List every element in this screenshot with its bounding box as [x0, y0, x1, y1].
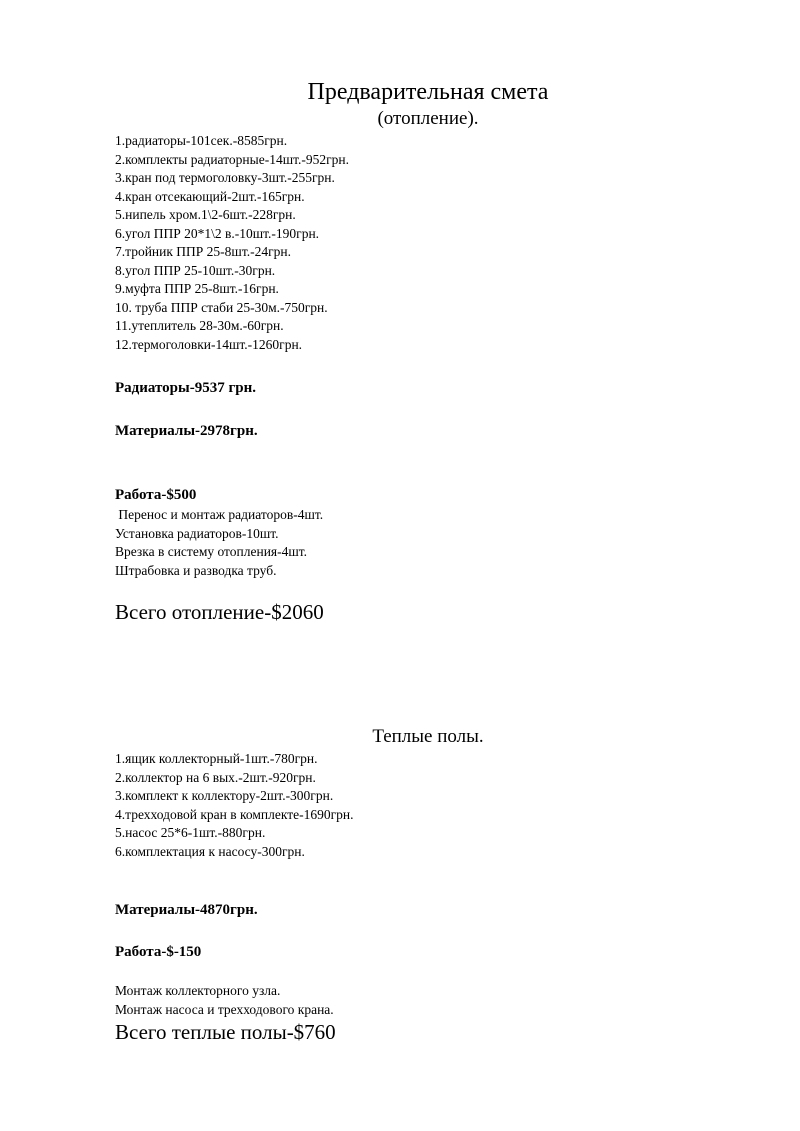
radiators-total: Радиаторы-9537 грн. [115, 380, 257, 396]
list-item: Врезка в систему отопления-4шт. [115, 544, 308, 559]
heating-materials-total: Материалы-2978грн. [115, 423, 258, 439]
list-item: 5.нипель хром.1\2-6шт.-228грн. [115, 207, 296, 222]
floor-heating-work-label: Работа-$-150 [115, 944, 202, 960]
list-item: 12.термоголовки-14шт.-1260грн. [115, 336, 303, 352]
list-item: 10. труба ППР стаби 25-30м.-750грн. [115, 299, 328, 315]
list-item: 1.ящик коллекторный-1шт.-780грн. [115, 751, 318, 766]
heating-grand-total: Всего отопление-$2060 [115, 600, 324, 624]
list-item: 5.насос 25*6-1шт.-880грн. [115, 825, 266, 840]
list-item: Перенос и монтаж радиаторов-4шт. [115, 507, 324, 522]
heating-work-list [115, 506, 323, 580]
heating-items-list [115, 132, 349, 354]
list-item: 9.муфта ППР 25-8шт.-16грн. [115, 281, 279, 296]
heating-work-label: Работа-$500 [115, 487, 197, 503]
list-item: Монтаж насоса и трехходового крана. [115, 1001, 334, 1017]
page-subtitle: (отопление). [377, 108, 479, 129]
floor-heating-materials-total: Материалы-4870грн. [115, 902, 258, 918]
list-item: Штрабовка и разводка труб. [115, 562, 277, 578]
list-item: Установка радиаторов-10шт. [115, 525, 279, 541]
list-item: 1.радиаторы-101сек.-8585грн. [115, 133, 288, 148]
list-item: 7.тройник ППР 25-8шт.-24грн. [115, 244, 291, 259]
floor-heating-work-list [115, 982, 334, 1019]
list-item: 8.угол ППР 25-10шт.-30грн. [115, 262, 276, 278]
list-item: 3.комплект к коллектору-2шт.-300грн. [115, 788, 334, 803]
floor-heating-title: Теплые полы. [372, 726, 484, 747]
list-item: 4.трехходовой кран в комплекте-1690грн. [115, 806, 354, 822]
page-title: Предварительная смета [307, 79, 549, 105]
list-item: 2.коллектор на 6 вых.-2шт.-920грн. [115, 769, 316, 785]
list-item: 4.кран отсекающий-2шт.-165грн. [115, 188, 305, 204]
floor-heating-grand-total: Всего теплые полы-$760 [115, 1020, 336, 1044]
list-item: 6.угол ППР 20*1\2 в.-10шт.-190грн. [115, 225, 320, 241]
list-item: 6.комплектация к насосу-300грн. [115, 843, 305, 859]
list-item: 2.комплекты радиаторные-14шт.-952грн. [115, 151, 349, 167]
list-item: Монтаж коллекторного узла. [115, 983, 281, 998]
list-item: 11.утеплитель 28-30м.-60грн. [115, 318, 284, 333]
floor-heating-items-list [115, 750, 354, 861]
list-item: 3.кран под термоголовку-3шт.-255грн. [115, 170, 335, 185]
